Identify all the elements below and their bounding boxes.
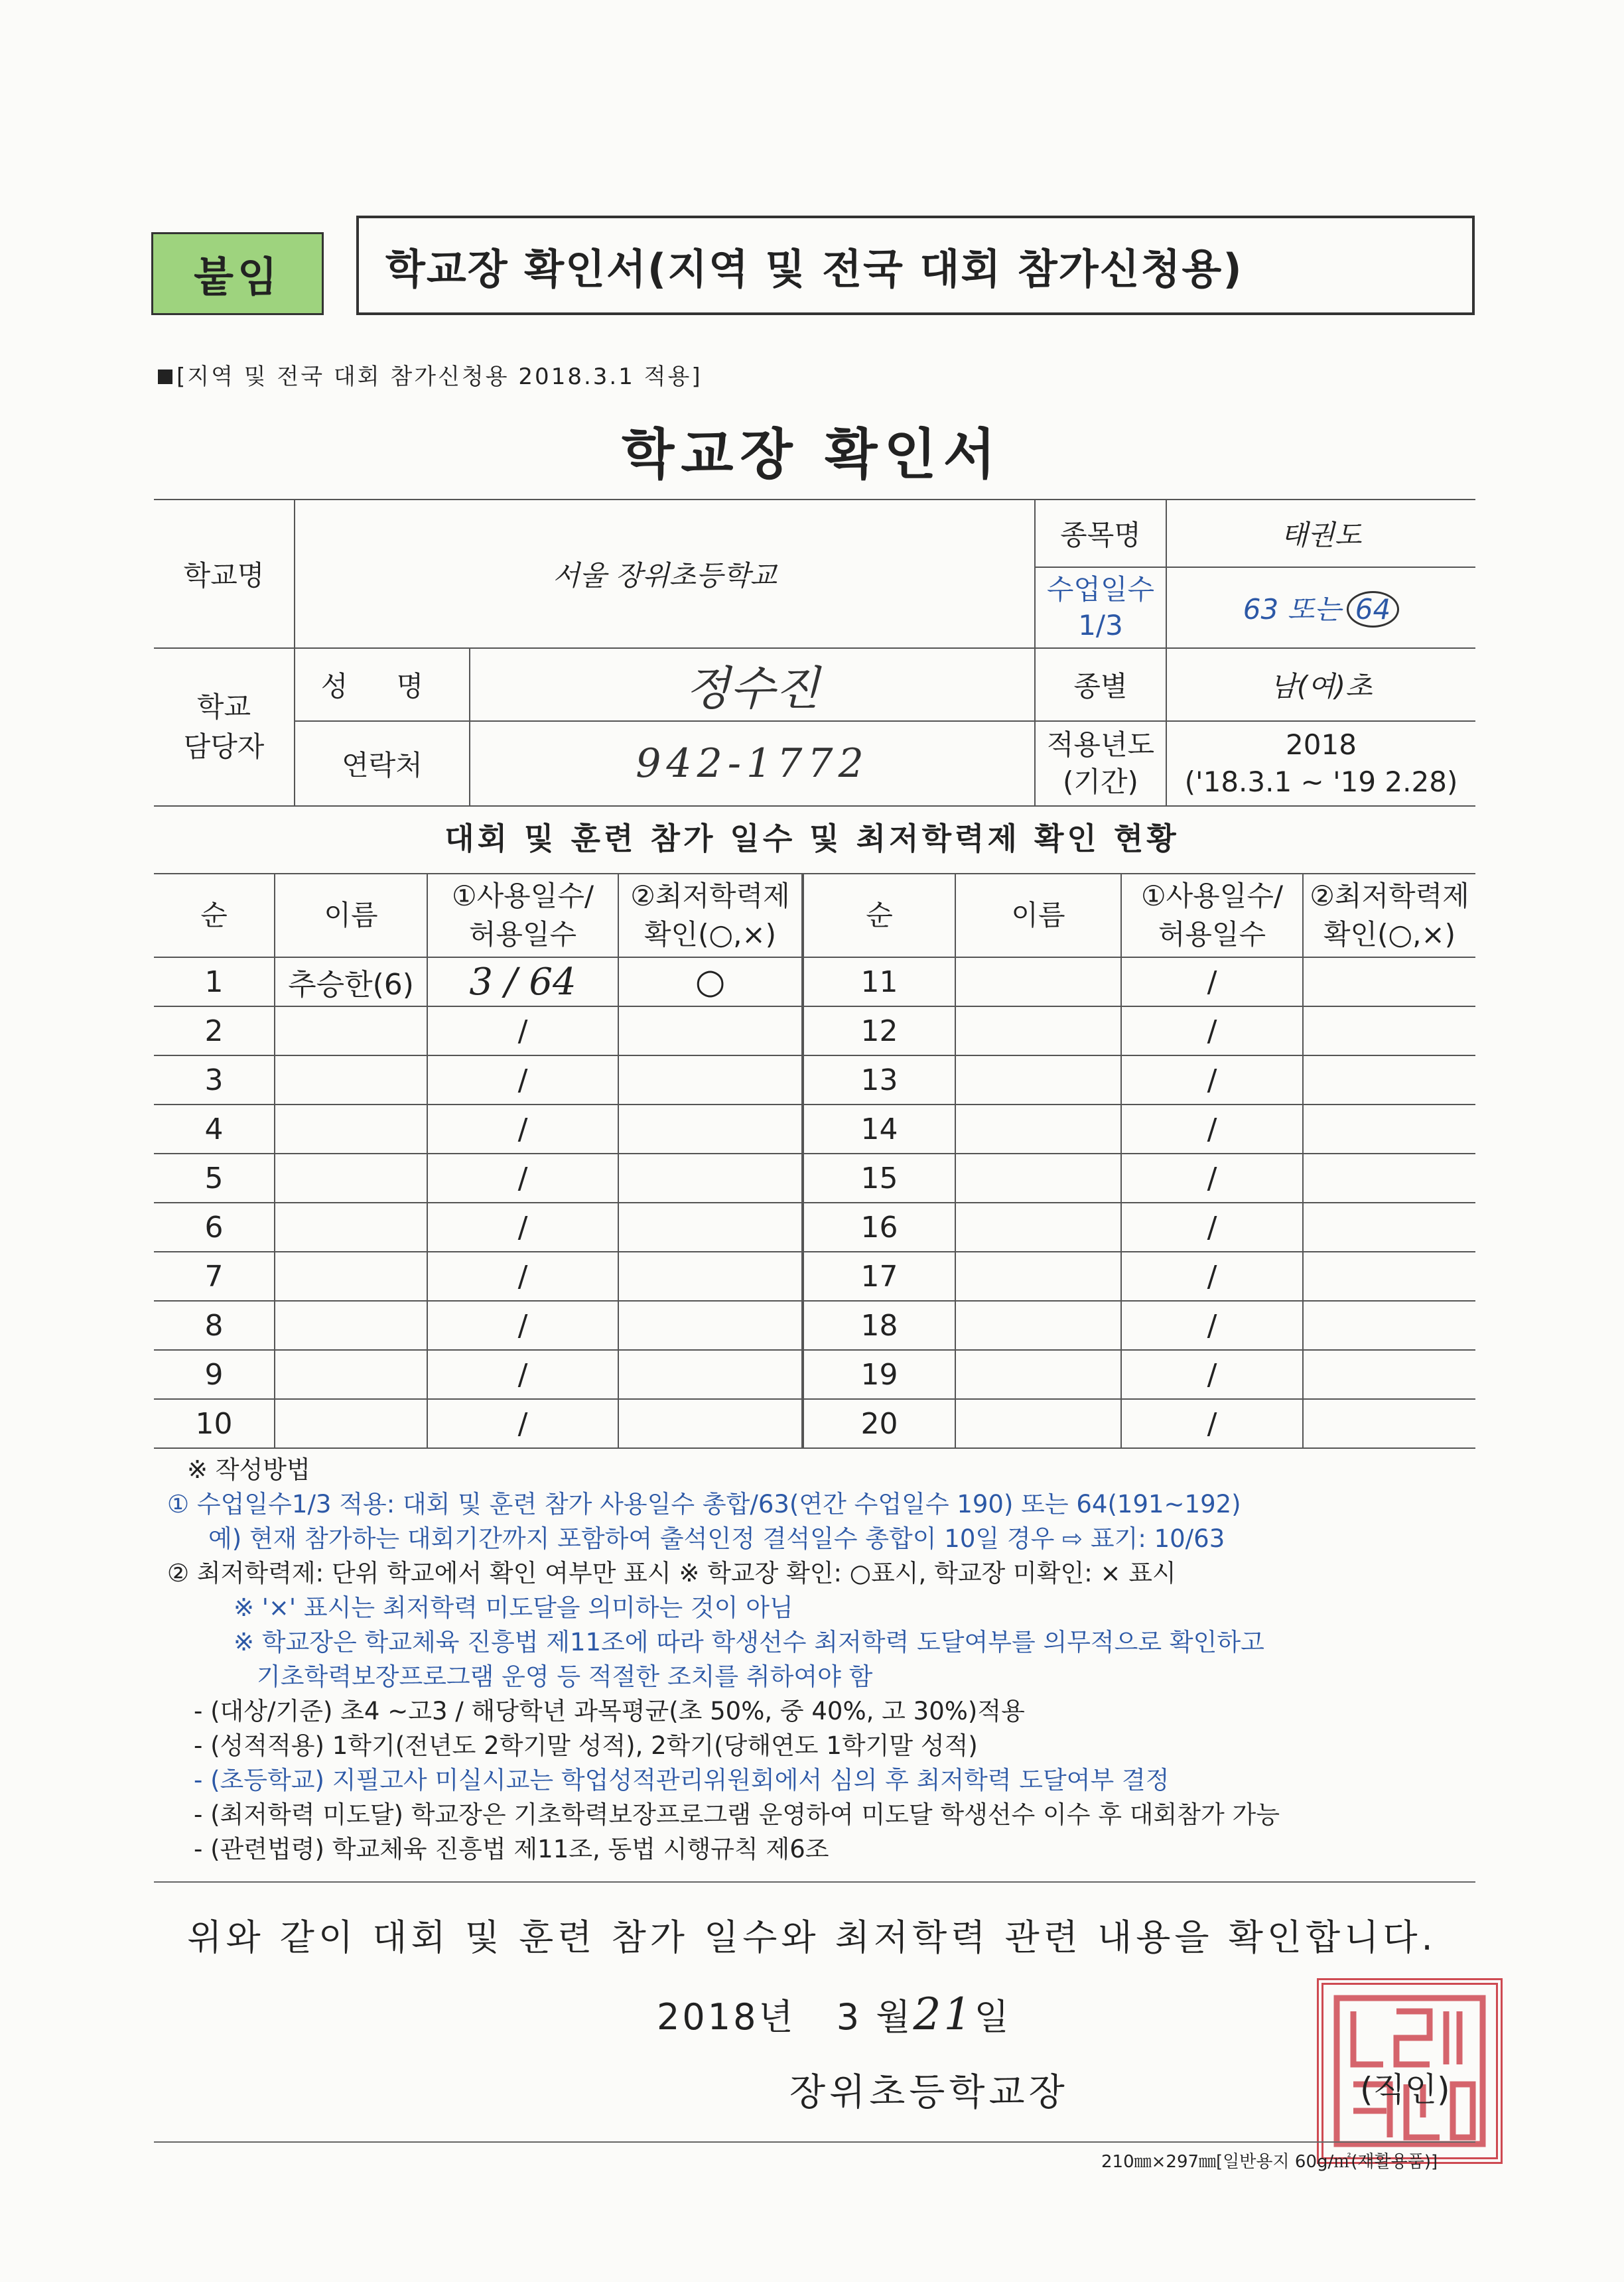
footer-divider xyxy=(154,2141,1475,2143)
confirmation-statement: 위와 같이 대회 및 훈련 참가 일수와 최저학력 관련 내용을 확인합니다. xyxy=(187,1916,1437,1958)
row-number-2[interactable]: 19 xyxy=(803,1350,955,1399)
row-name[interactable] xyxy=(275,1252,427,1301)
col-header-check-line2: 확인(○,×) xyxy=(643,918,777,951)
class-days-value-text: 63 또는 xyxy=(1243,593,1341,626)
row-days-2[interactable]: / xyxy=(1121,1154,1303,1203)
note-detail-5: - (관련법령) 학교체육 진흥법 제11조, 동법 시행규칙 제6조 xyxy=(194,1835,829,1863)
row-days[interactable]: 3 / 64 xyxy=(427,957,618,1006)
row-name[interactable] xyxy=(275,1006,427,1055)
date-year: 2018년 xyxy=(657,1996,796,2038)
row-check[interactable] xyxy=(618,1399,803,1448)
table-row xyxy=(154,1203,1475,1252)
sport-label: 종목명 xyxy=(1035,500,1166,567)
row-days[interactable]: / xyxy=(427,1055,618,1105)
row-check-2[interactable] xyxy=(1303,1399,1475,1448)
table-row xyxy=(154,1301,1475,1350)
year-label-line1: 적용년도 xyxy=(1046,728,1155,761)
row-days-2[interactable]: / xyxy=(1121,1055,1303,1105)
row-days[interactable]: / xyxy=(427,1154,618,1203)
row-number-2[interactable]: 13 xyxy=(803,1055,955,1105)
staff-label xyxy=(154,648,295,806)
row-days-2[interactable]: / xyxy=(1121,1399,1303,1448)
row-check[interactable] xyxy=(618,1055,803,1105)
row-days-2[interactable]: / xyxy=(1121,1252,1303,1301)
row-check[interactable]: ○ xyxy=(618,957,803,1006)
row-check-2[interactable] xyxy=(1303,1350,1475,1399)
staff-label-line2: 담당자 xyxy=(183,730,265,763)
row-name-2[interactable] xyxy=(955,1350,1121,1399)
col-header-days-line1: ①사용일수/ xyxy=(451,880,594,912)
row-days[interactable]: / xyxy=(427,1203,618,1252)
row-name-2[interactable] xyxy=(955,957,1121,1006)
col-header-name-2: 이름 xyxy=(955,874,1121,957)
col-header-check-2-line1: ②최저학력제 xyxy=(1310,880,1469,912)
row-days-2[interactable]: / xyxy=(1121,1350,1303,1399)
form-header-title: 학교장 확인서(지역 및 전국 대회 참가신청용) xyxy=(356,216,1475,315)
row-number[interactable]: 2 xyxy=(154,1006,275,1055)
row-number[interactable]: 9 xyxy=(154,1350,275,1399)
seal-label: (직인) xyxy=(1360,2070,1450,2109)
table-row xyxy=(154,957,1475,1006)
school-info-table xyxy=(154,499,1475,807)
row-name-2[interactable] xyxy=(955,1105,1121,1154)
class-days-label xyxy=(1035,567,1166,648)
row-number[interactable]: 5 xyxy=(154,1154,275,1203)
sport-value: 태권도 xyxy=(1166,500,1475,567)
row-days-2[interactable]: / xyxy=(1121,1006,1303,1055)
row-name-2[interactable] xyxy=(955,1154,1121,1203)
row-name-2[interactable] xyxy=(955,1055,1121,1105)
date-day-unit: 일 xyxy=(974,1996,1012,2038)
row-check-2[interactable] xyxy=(1303,1055,1475,1105)
date-month: 3 xyxy=(836,1996,862,2038)
row-days[interactable]: / xyxy=(427,1399,618,1448)
staff-name-label: 성 명 xyxy=(295,648,470,721)
col-header-name: 이름 xyxy=(275,874,427,957)
row-check-2[interactable] xyxy=(1303,1301,1475,1350)
row-number-2[interactable]: 18 xyxy=(803,1301,955,1350)
note-3: ※ '×' 표시는 최저학력 미도달을 의미하는 것이 아님 xyxy=(234,1593,793,1622)
row-check[interactable] xyxy=(618,1252,803,1301)
row-check-2[interactable] xyxy=(1303,1154,1475,1203)
row-check[interactable] xyxy=(618,1105,803,1154)
row-days[interactable]: / xyxy=(427,1252,618,1301)
year-value xyxy=(1166,721,1475,806)
writing-instructions xyxy=(167,1453,1487,1867)
row-days-2[interactable]: / xyxy=(1121,1105,1303,1154)
note-detail-3: - (초등학교) 지필고사 미실시교는 학업성적관리위원회에서 심의 후 최저학력 도달여부 결정 xyxy=(194,1766,1170,1794)
col-header-days-2 xyxy=(1121,874,1303,957)
row-check-2[interactable] xyxy=(1303,957,1475,1006)
row-number-2[interactable]: 14 xyxy=(803,1105,955,1154)
notes-heading: ※ 작성방법 xyxy=(187,1455,310,1484)
col-header-check-line1: ②최저학력제 xyxy=(630,880,790,912)
col-header-no-2: 순 xyxy=(803,874,955,957)
gender-value: 남(여)초 xyxy=(1166,648,1475,721)
row-name[interactable]: 추승한(6) xyxy=(275,957,427,1006)
staff-name-value: 정수진 xyxy=(470,648,1035,721)
table-header-row xyxy=(154,874,1475,957)
contact-label: 연락처 xyxy=(295,721,470,806)
gender-label: 종별 xyxy=(1035,648,1166,721)
note-4b: 기초학력보장프로그램 운영 등 적절한 조치를 취하여야 함 xyxy=(257,1662,873,1691)
row-name-2[interactable] xyxy=(955,1006,1121,1055)
col-header-days-line2: 허용일수 xyxy=(468,918,577,951)
note-2: ② 최저학력제: 단위 학교에서 확인 여부만 표시 ※ 학교장 확인: ○표시, 학교장 미확인: × 표시 xyxy=(167,1559,1176,1587)
date-month-unit: 월 xyxy=(876,1996,914,2038)
row-number-2[interactable]: 20 xyxy=(803,1399,955,1448)
row-name-2[interactable] xyxy=(955,1203,1121,1252)
school-name-value: 서울 장위초등학교 xyxy=(295,500,1035,648)
row-days-2[interactable]: / xyxy=(1121,957,1303,1006)
row-name[interactable] xyxy=(275,1350,427,1399)
divider-line xyxy=(154,1881,1475,1883)
note-1a: ① 수업일수1/3 적용: 대회 및 훈련 참가 사용일수 총합/63(연간 수업일수 190) 또는 64(191~192) xyxy=(167,1490,1241,1518)
note-4a: ※ 학교장은 학교체육 진흥법 제11조에 따라 학생선수 최저학력 도달여부를 의무적으로 확인하고 xyxy=(234,1628,1264,1656)
row-name[interactable] xyxy=(275,1154,427,1203)
school-name-label: 학교명 xyxy=(154,500,295,648)
col-header-days xyxy=(427,874,618,957)
paper-spec-footer: 210㎜×297㎜[일반용지 60g/㎡(재활용품)] xyxy=(1101,2152,1438,2172)
col-header-no: 순 xyxy=(154,874,275,957)
row-name-2[interactable] xyxy=(955,1301,1121,1350)
year-label xyxy=(1035,721,1166,806)
row-days[interactable]: / xyxy=(427,1350,618,1399)
row-check[interactable] xyxy=(618,1350,803,1399)
class-days-label-line2: 1/3 xyxy=(1078,609,1123,641)
row-days-2[interactable]: / xyxy=(1121,1301,1303,1350)
row-days[interactable]: / xyxy=(427,1301,618,1350)
row-check[interactable] xyxy=(618,1006,803,1055)
principal-title: 장위초등학교장 xyxy=(789,2071,1069,2114)
section-title: 대회 및 훈련 참가 일수 및 최저학력제 확인 현황 xyxy=(444,821,1180,856)
note-detail-4: - (최저학력 미도달) 학교장은 기초학력보장프로그램 운영하여 미도달 학생선수 이수 후 대회참가 가능 xyxy=(194,1800,1280,1829)
table-row xyxy=(154,1055,1475,1105)
row-number-2[interactable]: 15 xyxy=(803,1154,955,1203)
document-title: 학교장 확인서 xyxy=(622,423,1002,486)
row-name[interactable] xyxy=(275,1301,427,1350)
row-number-2[interactable]: 16 xyxy=(803,1203,955,1252)
col-header-days-2-line1: ①사용일수/ xyxy=(1140,880,1284,912)
table-row xyxy=(154,1105,1475,1154)
row-number-2[interactable]: 17 xyxy=(803,1252,955,1301)
row-check-2[interactable] xyxy=(1303,1203,1475,1252)
row-name-2[interactable] xyxy=(955,1252,1121,1301)
staff-label-line1: 학교 xyxy=(196,691,251,723)
row-number[interactable]: 8 xyxy=(154,1301,275,1350)
circled-days-value: 64 xyxy=(1347,591,1399,628)
year-value-period: ('18.3.1 ~ '19 2.28) xyxy=(1184,766,1458,798)
applicability-note-text: [지역 및 전국 대회 참가신청용 2018.3.1 적용] xyxy=(176,364,703,390)
year-label-line2: (기간) xyxy=(1063,766,1138,798)
square-bullet-icon xyxy=(158,369,172,384)
row-number[interactable]: 1 xyxy=(154,957,275,1006)
col-header-check xyxy=(618,874,803,957)
col-header-days-2-line2: 허용일수 xyxy=(1158,918,1266,951)
table-row xyxy=(154,1154,1475,1203)
row-days[interactable]: / xyxy=(427,1105,618,1154)
row-name[interactable] xyxy=(275,1399,427,1448)
note-detail-2: - (성적적용) 1학기(전년도 2학기말 성적), 2학기(당해연도 1학기말 성적) xyxy=(194,1731,978,1760)
col-header-check-2-line2: 확인(○,×) xyxy=(1323,918,1456,951)
row-check[interactable] xyxy=(618,1203,803,1252)
year-value-year: 2018 xyxy=(1286,728,1357,761)
row-name[interactable] xyxy=(275,1055,427,1105)
row-number-2[interactable]: 11 xyxy=(803,957,955,1006)
table-row xyxy=(154,1350,1475,1399)
row-check[interactable] xyxy=(618,1301,803,1350)
col-header-check-2 xyxy=(1303,874,1475,957)
class-days-label-line1: 수업일수 xyxy=(1046,573,1155,606)
note-detail-1: - (대상/기준) 초4 ~고3 / 해당학년 과목평균(초 50%, 중 40%, 고 30%)적용 xyxy=(194,1697,1025,1725)
attachment-badge: 붙임 xyxy=(151,232,324,315)
table-row xyxy=(154,1006,1475,1055)
note-1b: 예) 현재 참가하는 대회기간까지 포함하여 출석인정 결석일수 총합이 10일 경우 ⇨ 표기: 10/63 xyxy=(208,1524,1225,1553)
class-days-value xyxy=(1166,567,1475,648)
applicability-note xyxy=(158,358,703,391)
row-name[interactable] xyxy=(275,1203,427,1252)
row-check[interactable] xyxy=(618,1154,803,1203)
row-number[interactable]: 3 xyxy=(154,1055,275,1105)
participation-table xyxy=(154,873,1475,1449)
row-check-2[interactable] xyxy=(1303,1006,1475,1055)
row-number[interactable]: 10 xyxy=(154,1399,275,1448)
table-row xyxy=(154,1399,1475,1448)
signature-date xyxy=(657,1989,1012,2040)
row-days[interactable]: / xyxy=(427,1006,618,1055)
row-name[interactable] xyxy=(275,1105,427,1154)
contact-value: 942-1772 xyxy=(470,721,1035,806)
row-days-2[interactable]: / xyxy=(1121,1203,1303,1252)
date-day: 21 xyxy=(913,1989,975,2040)
row-number-2[interactable]: 12 xyxy=(803,1006,955,1055)
row-number[interactable]: 7 xyxy=(154,1252,275,1301)
row-name-2[interactable] xyxy=(955,1399,1121,1448)
table-row xyxy=(154,1252,1475,1301)
row-number[interactable]: 6 xyxy=(154,1203,275,1252)
row-check-2[interactable] xyxy=(1303,1105,1475,1154)
row-number[interactable]: 4 xyxy=(154,1105,275,1154)
row-check-2[interactable] xyxy=(1303,1252,1475,1301)
